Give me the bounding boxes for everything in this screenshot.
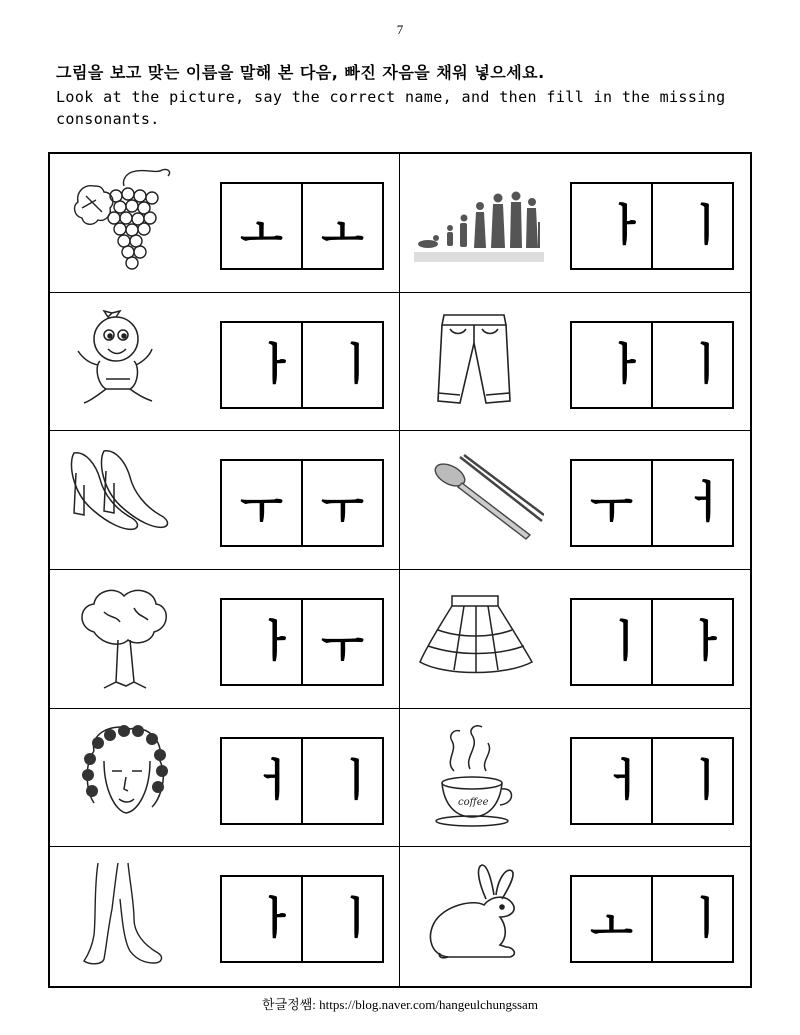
footer-credit: 한글정쌤: https://blog.naver.com/hangeulchungssam <box>262 997 538 1012</box>
pants-icon <box>414 305 544 417</box>
letter-boxes <box>220 182 384 270</box>
exercise-cell-3 <box>50 293 400 432</box>
syllable-slot-2[interactable] <box>651 461 732 545</box>
tree-icon <box>64 582 194 694</box>
instruction-english: Look at the picture, say the correct name, and then fill in the missing consonants. <box>56 88 726 128</box>
exercise-cell-7 <box>50 570 400 709</box>
syllable-slot-1[interactable] <box>572 600 651 684</box>
letter-boxes <box>220 459 384 547</box>
syllable-slot-2[interactable] <box>301 184 382 268</box>
vowel: ㅏ <box>254 616 297 667</box>
exercise-cell-12 <box>400 847 750 986</box>
vowel: ㅜ <box>590 485 633 537</box>
syllable-slot-1[interactable] <box>222 461 301 545</box>
syllable-slot-2[interactable] <box>301 461 382 545</box>
vowel: ㅏ <box>685 616 728 667</box>
letter-boxes <box>570 598 734 686</box>
exercise-cell-2 <box>400 154 750 293</box>
vowel: ㅣ <box>685 754 728 806</box>
coffee-cup-icon <box>414 721 544 833</box>
letter-boxes <box>570 459 734 547</box>
baby-icon <box>64 305 194 417</box>
letter-boxes <box>220 321 384 409</box>
syllable-slot-1[interactable] <box>572 184 651 268</box>
syllable-slot-2[interactable] <box>301 600 382 684</box>
syllable-slot-1[interactable] <box>222 739 301 823</box>
grapes-icon <box>64 166 194 278</box>
syllable-slot-1[interactable] <box>572 461 651 545</box>
syllable-slot-1[interactable] <box>572 739 651 823</box>
vowel: ㅣ <box>335 338 378 390</box>
vowel: ㅜ <box>321 624 364 675</box>
vowel: ㅏ <box>604 200 647 251</box>
vowel: ㅜ <box>321 485 364 537</box>
vowel: ㅣ <box>604 616 647 667</box>
syllable-slot-2[interactable] <box>301 739 382 823</box>
vowel: ㅏ <box>604 338 647 390</box>
vowel: ㅜ <box>240 485 283 537</box>
vowel: ㅣ <box>335 893 378 945</box>
syllable-slot-1[interactable] <box>222 600 301 684</box>
letter-boxes <box>570 321 734 409</box>
syllable-slot-2[interactable] <box>301 323 382 407</box>
syllable-slot-1[interactable] <box>222 877 301 961</box>
syllable-slot-2[interactable] <box>651 877 732 961</box>
high-heel-shoes-icon <box>64 443 194 555</box>
cup-text: coffee <box>458 796 489 808</box>
syllable-slot-2[interactable] <box>301 877 382 961</box>
letter-boxes <box>570 875 734 963</box>
syllable-slot-2[interactable] <box>651 600 732 684</box>
syllable-slot-1[interactable] <box>222 323 301 407</box>
exercise-cell-9 <box>50 709 400 848</box>
syllable-slot-2[interactable] <box>651 739 732 823</box>
exercise-cell-6 <box>400 431 750 570</box>
vowel: ㅓ <box>254 754 297 806</box>
vowel: ㅏ <box>254 893 297 945</box>
letter-boxes <box>220 875 384 963</box>
syllable-slot-2[interactable] <box>651 184 732 268</box>
legs-icon <box>64 859 194 971</box>
woman-head-icon <box>64 721 194 833</box>
letter-boxes <box>220 737 384 825</box>
vowel: ㅗ <box>590 901 633 953</box>
syllable-slot-1[interactable] <box>572 877 651 961</box>
vowel: ㅏ <box>254 338 297 390</box>
exercise-cell-4 <box>400 293 750 432</box>
rabbit-icon <box>414 859 544 971</box>
vowel: ㅣ <box>335 754 378 806</box>
vowel: ㅣ <box>685 893 728 945</box>
exercise-cell-11 <box>50 847 400 986</box>
syllable-slot-1[interactable] <box>572 323 651 407</box>
letter-boxes <box>570 182 734 270</box>
instruction-korean: 그림을 보고 맞는 이름을 말해 본 다음, 빠진 자음을 채워 넣으세요. <box>56 63 545 82</box>
skirt-icon <box>414 582 544 694</box>
exercise-grid <box>48 152 752 988</box>
vowel: ㅗ <box>240 208 283 259</box>
vowel: ㅓ <box>685 477 728 529</box>
vowel: ㅣ <box>685 338 728 390</box>
exercise-cell-10 <box>400 709 750 848</box>
human-evolution-icon <box>414 166 544 278</box>
vowel: ㅗ <box>321 208 364 259</box>
vowel: ㅓ <box>604 754 647 806</box>
page-number: 7 <box>396 22 404 37</box>
spoon-chopsticks-icon <box>414 443 544 555</box>
syllable-slot-1[interactable] <box>222 184 301 268</box>
letter-boxes <box>570 737 734 825</box>
exercise-cell-8 <box>400 570 750 709</box>
syllable-slot-2[interactable] <box>651 323 732 407</box>
letter-boxes <box>220 598 384 686</box>
vowel: ㅣ <box>685 200 728 251</box>
exercise-cell-1 <box>50 154 400 293</box>
exercise-cell-5 <box>50 431 400 570</box>
